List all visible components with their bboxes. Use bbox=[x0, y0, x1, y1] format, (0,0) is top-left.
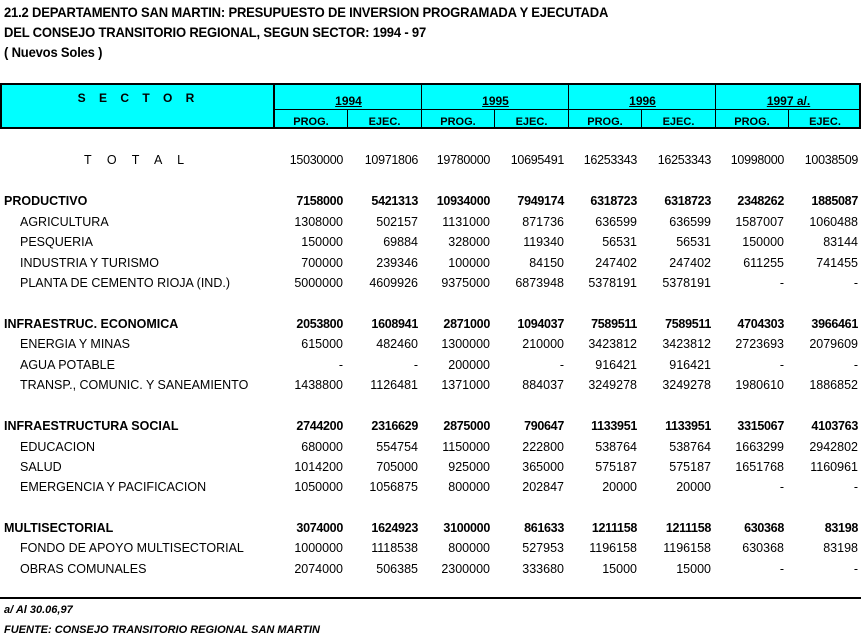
header-ejec-1994: EJEC. bbox=[368, 116, 401, 128]
cell-value: 871736 bbox=[522, 215, 564, 229]
table-row bbox=[0, 562, 863, 580]
table-row bbox=[0, 215, 863, 233]
row-label: T O T A L bbox=[83, 153, 191, 167]
cell-value: 1300000 bbox=[441, 337, 490, 351]
cell-value: - bbox=[853, 480, 858, 494]
header-year-1997: 1997 a/. bbox=[766, 94, 811, 108]
cell-value: 15030000 bbox=[289, 153, 343, 167]
cell-value: 69884 bbox=[383, 235, 418, 249]
row-label: INFRAESTRUC. ECONOMICA bbox=[4, 317, 179, 331]
cell-value: 1651768 bbox=[735, 460, 784, 474]
cell-value: 506385 bbox=[376, 562, 418, 576]
row-label: AGUA POTABLE bbox=[20, 358, 115, 372]
cell-value: 16253343 bbox=[657, 153, 711, 167]
cell-value: 4103763 bbox=[811, 419, 858, 433]
cell-value: 2942802 bbox=[809, 440, 858, 454]
cell-value: 538764 bbox=[595, 440, 637, 454]
cell-value: 1980610 bbox=[735, 378, 784, 392]
cell-value: 3423812 bbox=[662, 337, 711, 351]
cell-value: 3315067 bbox=[737, 419, 784, 433]
cell-value: 4609926 bbox=[369, 276, 418, 290]
header-ejec-1995: EJEC. bbox=[515, 116, 548, 128]
cell-value: - bbox=[779, 358, 784, 372]
cell-value: 630368 bbox=[744, 521, 784, 535]
header-prog-1996: PROG. bbox=[587, 116, 623, 128]
cell-value: 1587007 bbox=[735, 215, 784, 229]
cell-value: 615000 bbox=[301, 337, 343, 351]
cell-value: 630368 bbox=[742, 541, 784, 555]
cell-value: 56531 bbox=[676, 235, 711, 249]
header-sector: S E C T O R bbox=[77, 91, 200, 105]
row-label: ENERGIA Y MINAS bbox=[20, 337, 130, 351]
row-label: PLANTA DE CEMENTO RIOJA (IND.) bbox=[20, 276, 230, 290]
cell-value: - bbox=[853, 276, 858, 290]
cell-value: 554754 bbox=[376, 440, 418, 454]
cell-value: 538764 bbox=[669, 440, 711, 454]
header-mid-rule bbox=[275, 109, 859, 110]
cell-value: - bbox=[779, 276, 784, 290]
cell-value: - bbox=[853, 358, 858, 372]
table-row bbox=[0, 480, 863, 498]
cell-value: 1308000 bbox=[294, 215, 343, 229]
cell-value: 2871000 bbox=[443, 317, 490, 331]
cell-value: - bbox=[853, 562, 858, 576]
cell-value: 6873948 bbox=[515, 276, 564, 290]
cell-value: 10934000 bbox=[436, 194, 490, 208]
cell-value: 365000 bbox=[522, 460, 564, 474]
cell-value: 705000 bbox=[376, 460, 418, 474]
table-row bbox=[0, 235, 863, 253]
cell-value: 636599 bbox=[595, 215, 637, 229]
cell-value: 7589511 bbox=[665, 317, 711, 331]
cell-value: 2316629 bbox=[371, 419, 418, 433]
footer-rule bbox=[0, 597, 861, 599]
cell-value: 10038509 bbox=[804, 153, 858, 167]
group-row bbox=[0, 317, 863, 335]
cell-value: 150000 bbox=[742, 235, 784, 249]
row-label: FONDO DE APOYO MULTISECTORIAL bbox=[20, 541, 244, 555]
group-row bbox=[0, 419, 863, 437]
cell-value: 1050000 bbox=[294, 480, 343, 494]
cell-value: 16253343 bbox=[583, 153, 637, 167]
header-prog-1995: PROG. bbox=[440, 116, 476, 128]
cell-value: 19780000 bbox=[436, 153, 490, 167]
cell-value: 1150000 bbox=[442, 440, 490, 454]
cell-value: 1118538 bbox=[371, 541, 418, 555]
cell-value: - bbox=[559, 358, 564, 372]
cell-value: 1133951 bbox=[665, 419, 711, 433]
cell-value: 611255 bbox=[743, 256, 784, 270]
cell-value: 9375000 bbox=[441, 276, 490, 290]
cell-value: 247402 bbox=[669, 256, 711, 270]
header-year-1994: 1994 bbox=[335, 94, 362, 108]
cell-value: 7949174 bbox=[517, 194, 564, 208]
cell-value: 2723693 bbox=[735, 337, 784, 351]
cell-value: 1886852 bbox=[809, 378, 858, 392]
row-label: INDUSTRIA Y TURISMO bbox=[20, 256, 159, 270]
cell-value: 916421 bbox=[669, 358, 711, 372]
cell-value: 100000 bbox=[448, 256, 490, 270]
cell-value: 83198 bbox=[823, 541, 858, 555]
cell-value: 575187 bbox=[669, 460, 711, 474]
table-row bbox=[0, 541, 863, 559]
cell-value: 333680 bbox=[522, 562, 564, 576]
cell-value: 1211158 bbox=[591, 521, 637, 535]
cell-value: 1056875 bbox=[369, 480, 418, 494]
cell-value: 1196158 bbox=[589, 541, 637, 555]
cell-value: 2079609 bbox=[809, 337, 858, 351]
group-row bbox=[0, 194, 863, 212]
cell-value: 1371000 bbox=[441, 378, 490, 392]
cell-value: 83198 bbox=[824, 521, 858, 535]
cell-value: 84150 bbox=[529, 256, 564, 270]
row-label: PRODUCTIVO bbox=[4, 194, 88, 208]
cell-value: 210000 bbox=[522, 337, 564, 351]
cell-value: 247402 bbox=[595, 256, 637, 270]
cell-value: 502157 bbox=[376, 215, 418, 229]
cell-value: 5378191 bbox=[662, 276, 711, 290]
cell-value: 1624923 bbox=[371, 521, 418, 535]
table-title: 21.2 DEPARTAMENTO SAN MARTIN: PRESUPUESTO DE INVERSION PROGRAMADA Y EJECUTADA bbox=[4, 4, 609, 20]
cell-value: 1126481 bbox=[370, 378, 418, 392]
cell-value: 925000 bbox=[448, 460, 490, 474]
cell-value: 202847 bbox=[522, 480, 564, 494]
cell-value: 15000 bbox=[602, 562, 637, 576]
cell-value: 741455 bbox=[816, 256, 858, 270]
cell-value: - bbox=[338, 358, 343, 372]
cell-value: 884037 bbox=[522, 378, 564, 392]
cell-value: 1133951 bbox=[591, 419, 637, 433]
header-ejec-1996: EJEC. bbox=[662, 116, 695, 128]
row-label: EMERGENCIA Y PACIFICACION bbox=[20, 480, 207, 494]
cell-value: 861633 bbox=[524, 521, 564, 535]
cell-value: 2074000 bbox=[294, 562, 343, 576]
table-row bbox=[0, 256, 863, 274]
cell-value: 2875000 bbox=[443, 419, 490, 433]
cell-value: 1014200 bbox=[294, 460, 343, 474]
cell-value: 10695491 bbox=[510, 153, 564, 167]
cell-value: 1885087 bbox=[811, 194, 858, 208]
cell-value: 20000 bbox=[602, 480, 637, 494]
cell-value: 328000 bbox=[448, 235, 490, 249]
group-row bbox=[0, 521, 863, 539]
total-row bbox=[0, 153, 863, 171]
cell-value: 1211158 bbox=[665, 521, 711, 535]
cell-value: 1160961 bbox=[810, 460, 858, 474]
cell-value: 3100000 bbox=[443, 521, 490, 535]
cell-value: 2300000 bbox=[441, 562, 490, 576]
cell-value: 1060488 bbox=[809, 215, 858, 229]
cell-value: 1608941 bbox=[371, 317, 418, 331]
header-year-1995: 1995 bbox=[482, 94, 509, 108]
cell-value: 10971806 bbox=[364, 153, 418, 167]
cell-value: 527953 bbox=[522, 541, 564, 555]
table-header bbox=[0, 83, 861, 129]
cell-value: 1196158 bbox=[663, 541, 711, 555]
cell-value: 482460 bbox=[376, 337, 418, 351]
table-units: ( Nuevos Soles ) bbox=[4, 44, 103, 60]
header-prog-1997: PROG. bbox=[734, 116, 770, 128]
cell-value: 3966461 bbox=[811, 317, 858, 331]
table-subtitle: DEL CONSEJO TRANSITORIO REGIONAL, SEGUN SECTOR: 1994 - 97 bbox=[4, 24, 427, 40]
cell-value: 3249278 bbox=[588, 378, 637, 392]
row-label: OBRAS COMUNALES bbox=[20, 562, 147, 576]
cell-value: 636599 bbox=[669, 215, 711, 229]
row-label: INFRAESTRUCTURA SOCIAL bbox=[4, 419, 179, 433]
cell-value: - bbox=[779, 562, 784, 576]
table-row bbox=[0, 358, 863, 376]
cell-value: 200000 bbox=[448, 358, 490, 372]
cell-value: 6318723 bbox=[664, 194, 711, 208]
cell-value: 15000 bbox=[676, 562, 711, 576]
header-ejec-1997: EJEC. bbox=[809, 116, 841, 128]
row-label: MULTISECTORIAL bbox=[4, 521, 114, 535]
cell-value: 7589511 bbox=[591, 317, 637, 331]
header-year-1996: 1996 bbox=[629, 94, 656, 108]
cell-value: 239346 bbox=[376, 256, 418, 270]
cell-value: 575187 bbox=[595, 460, 637, 474]
cell-value: 1000000 bbox=[294, 541, 343, 555]
cell-value: 5378191 bbox=[588, 276, 637, 290]
cell-value: 2744200 bbox=[296, 419, 343, 433]
cell-value: 10998000 bbox=[730, 153, 784, 167]
cell-value: 5000000 bbox=[294, 276, 343, 290]
cell-value: 20000 bbox=[676, 480, 711, 494]
cell-value: 2348262 bbox=[737, 194, 784, 208]
cell-value: 800000 bbox=[448, 541, 490, 555]
cell-value: 222800 bbox=[522, 440, 564, 454]
row-label: AGRICULTURA bbox=[20, 215, 109, 229]
table-row bbox=[0, 378, 863, 396]
cell-value: 1438800 bbox=[294, 378, 343, 392]
cell-value: 83144 bbox=[823, 235, 858, 249]
cell-value: 700000 bbox=[301, 256, 343, 270]
cell-value: 5421313 bbox=[371, 194, 418, 208]
cell-value: 1131000 bbox=[442, 215, 490, 229]
cell-value: 1663299 bbox=[735, 440, 784, 454]
cell-value: 3249278 bbox=[662, 378, 711, 392]
cell-value: 3423812 bbox=[588, 337, 637, 351]
cell-value: 56531 bbox=[602, 235, 637, 249]
cell-value: 7158000 bbox=[296, 194, 343, 208]
row-label: PESQUERIA bbox=[20, 235, 93, 249]
cell-value: - bbox=[413, 358, 418, 372]
row-label: EDUCACION bbox=[20, 440, 96, 454]
cell-value: 119340 bbox=[523, 235, 564, 249]
cell-value: 150000 bbox=[301, 235, 343, 249]
cell-value: 680000 bbox=[301, 440, 343, 454]
cell-value: 916421 bbox=[595, 358, 637, 372]
cell-value: 2053800 bbox=[296, 317, 343, 331]
row-label: TRANSP., COMUNIC. Y SANEAMIENTO bbox=[20, 378, 249, 392]
table-row bbox=[0, 276, 863, 294]
table-row bbox=[0, 460, 863, 478]
table-row bbox=[0, 337, 863, 355]
source-note: FUENTE: CONSEJO TRANSITORIO REGIONAL SAN MARTIN bbox=[4, 624, 320, 636]
cell-value: - bbox=[779, 480, 784, 494]
footnote: a/ Al 30.06,97 bbox=[4, 604, 73, 616]
header-prog-1994: PROG. bbox=[293, 116, 329, 128]
cell-value: 1094037 bbox=[517, 317, 564, 331]
cell-value: 800000 bbox=[448, 480, 490, 494]
table-row bbox=[0, 440, 863, 458]
cell-value: 4704303 bbox=[737, 317, 784, 331]
cell-value: 790647 bbox=[524, 419, 564, 433]
cell-value: 6318723 bbox=[590, 194, 637, 208]
cell-value: 3074000 bbox=[296, 521, 343, 535]
row-label: SALUD bbox=[20, 460, 62, 474]
